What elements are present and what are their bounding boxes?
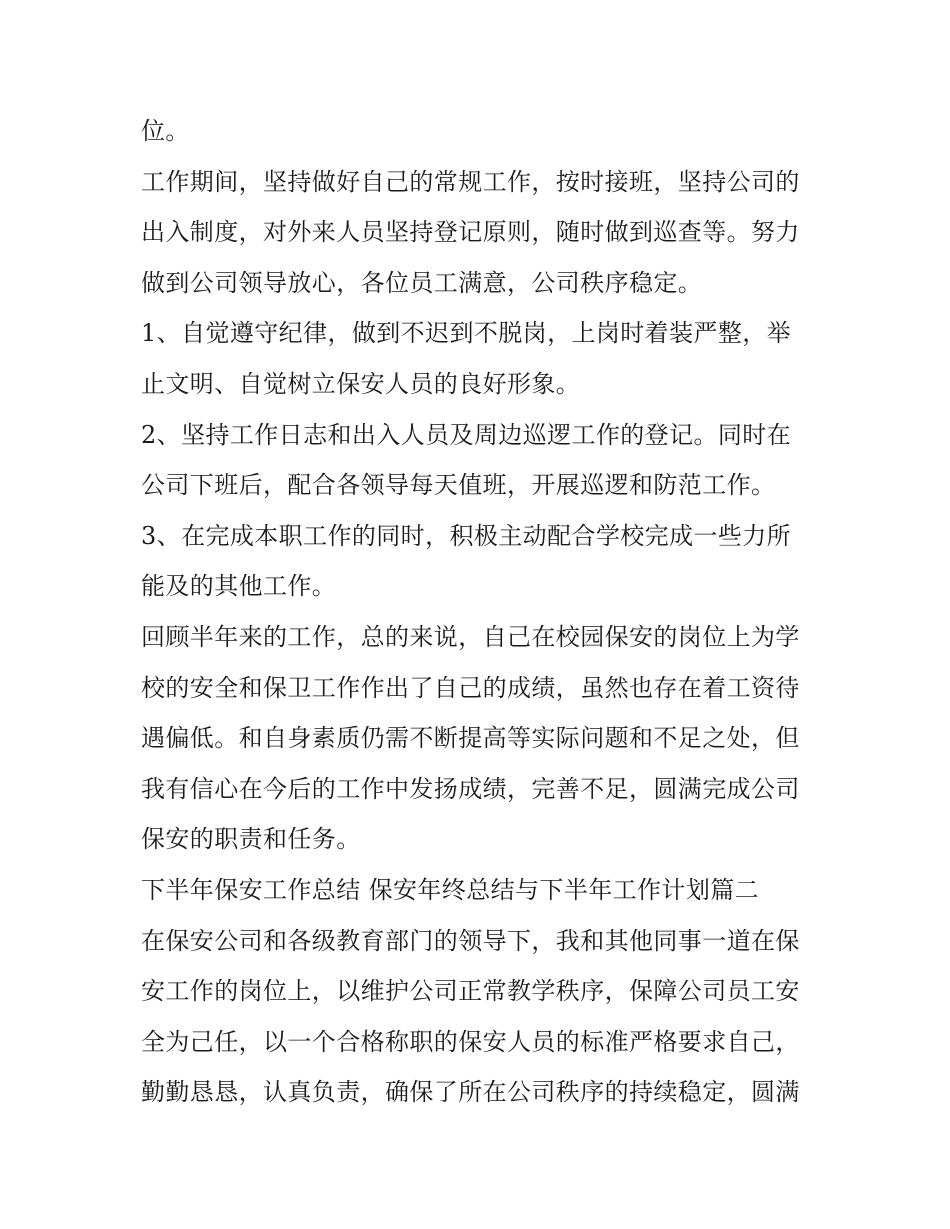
text-line: 公司下班后，配合各领导每天值班，开展巡逻和防范工作。 [141,471,776,500]
text-line: 勤勤恳恳，认真负责，确保了所在公司秩序的持续稳定，圆满 [141,1078,800,1107]
text-line: 全为己任，以一个合格称职的保安人员的标准严格要求自己， [141,1027,800,1056]
text-line: 在保安公司和各级教育部门的领导下，我和其他同事一道在保 [141,926,800,955]
text-line: 能及的其他工作。 [141,572,337,601]
text-line: 3、在完成本职工作的同时，积极主动配合学校完成一些力所 [141,521,792,550]
text-line: 我有信心在今后的工作中发扬成绩，完善不足，圆满完成公司 [141,774,800,803]
text-line: 工作期间，坚持做好自己的常规工作，按时接班，坚持公司的 [141,167,800,196]
text-line: 回顾半年来的工作，总的来说，自己在校园保安的岗位上为学 [141,622,800,651]
text-line: 做到公司领导放心，各位员工满意，公司秩序稳定。 [141,268,703,297]
text-line: 止文明、自觉树立保安人员的良好形象。 [141,369,581,398]
text-line: 出入制度，对外来人员坚持登记原则，随时做到巡查等。努力 [141,218,800,247]
text-line: 位。 [141,117,190,145]
text-line: 遇偏低。和自身素质仍需不断提高等实际问题和不足之处，但 [141,724,800,753]
text-line: 1、自觉遵守纪律，做到不迟到不脱岗，上岗时着装严整，举 [141,319,792,348]
document-body [141,106,813,1118]
text-line: 2、坚持工作日志和出入人员及周边巡逻工作的登记。同时在 [141,420,792,449]
text-line: 校的安全和保卫工作作出了自己的成绩，虽然也存在着工资待 [141,673,800,702]
section-heading: 下半年保安工作总结 保安年终总结与下半年工作计划篇二 [141,875,760,904]
text-line: 保安的职责和任务。 [141,825,361,854]
text-line: 安工作的岗位上，以维护公司正常教学秩序，保障公司员工安 [141,977,800,1006]
